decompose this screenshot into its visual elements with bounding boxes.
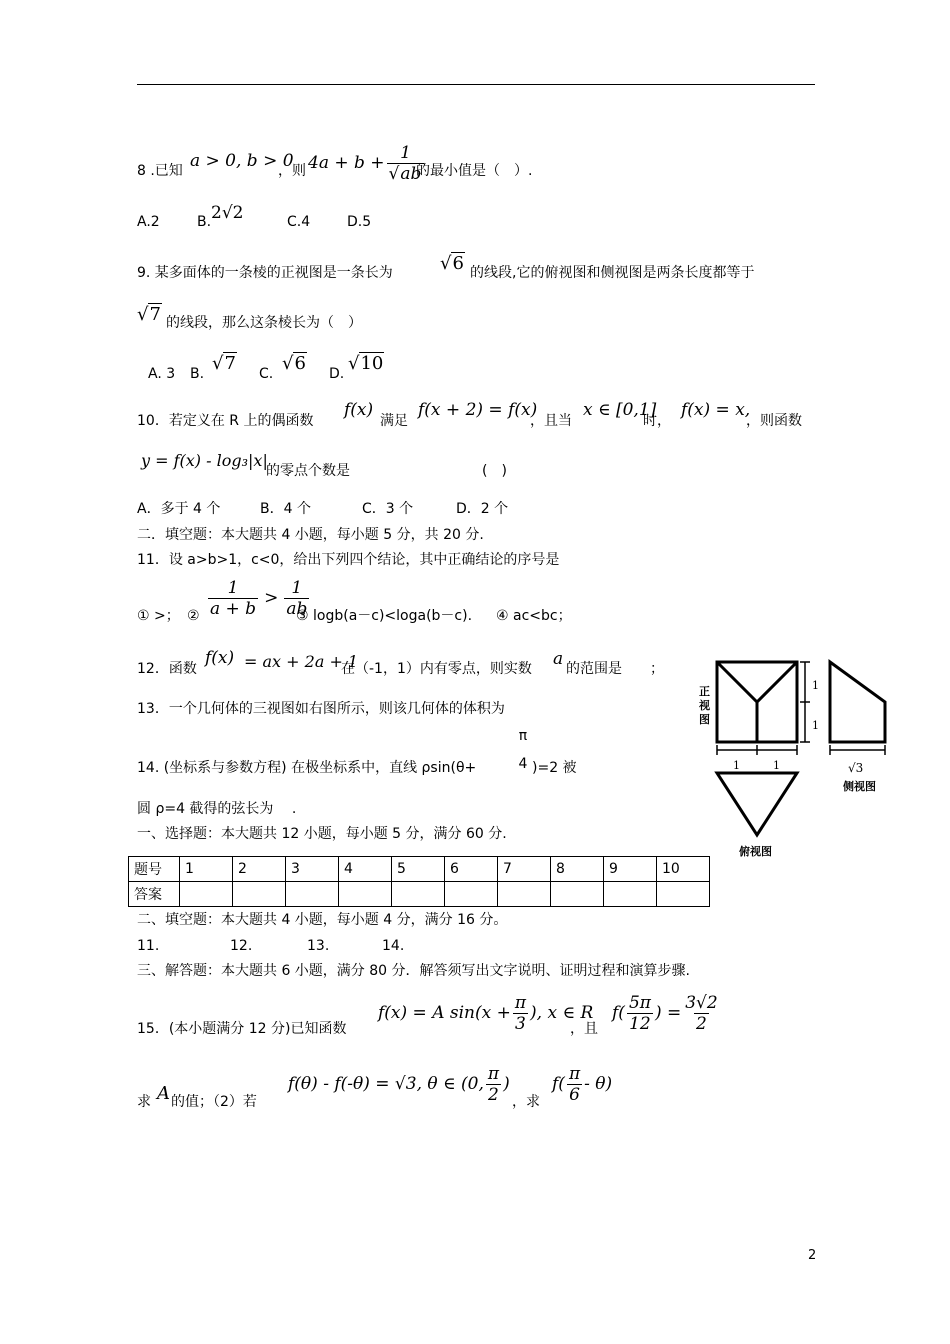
q11-frac2-den: ab xyxy=(286,598,308,619)
q15-result xyxy=(683,993,719,1034)
q14-frac xyxy=(516,727,530,773)
dim-w2: 1 xyxy=(773,759,780,772)
q15-b: ，且 xyxy=(570,1021,598,1037)
q15-pi2 xyxy=(486,1064,501,1105)
q15-cond-2: 2 xyxy=(488,1084,499,1105)
q8-expr-lead: 4a + b + xyxy=(308,153,385,173)
q9-opt-d-val: √10 xyxy=(348,353,384,374)
answer-cell[interactable] xyxy=(233,882,286,907)
q15-5pi: 5π xyxy=(628,992,651,1013)
q15-given-lead: f( xyxy=(612,1003,625,1023)
q13-text: 13．一个几何体的三视图如右图所示，则该几何体的体积为 xyxy=(137,701,505,717)
page-number: 2 xyxy=(808,1248,817,1263)
q15-line2-b: 的值；（2）若 xyxy=(171,1094,257,1110)
q9-sqrt7-rad: 7 xyxy=(149,304,161,325)
q15-cond-tail: ) xyxy=(503,1074,510,1094)
q9-sqrt6-rad: 6 xyxy=(452,253,464,274)
answer-cell[interactable] xyxy=(339,882,392,907)
answer-cell[interactable] xyxy=(604,882,657,907)
q15-a: 15．(本小题满分 12 分)已知函数 xyxy=(137,1021,347,1037)
q15-cond-lead: f(θ) - f(-θ) = √3, θ ∈ (0, xyxy=(288,1074,484,1094)
q9-opt-b-val: √7 xyxy=(212,353,236,374)
q9-opt-d: D. xyxy=(329,366,345,382)
q10-fx: f(x) xyxy=(344,400,374,420)
front-view-v xyxy=(717,662,797,702)
q15-result-den: 2 xyxy=(696,1013,707,1034)
q9-line2: 的线段，那么这条棱长为（ ） xyxy=(166,315,362,331)
table-cell: 1 xyxy=(180,857,233,882)
side-view-label: 侧视图 xyxy=(843,780,876,793)
q9-sqrt6: √6 xyxy=(440,253,464,274)
side-view-shape xyxy=(830,662,885,742)
q15-fx xyxy=(378,990,593,1036)
q8-frac-num: 1 xyxy=(400,142,411,163)
q9-opt-a: A. 3 xyxy=(148,366,176,382)
q10-opt-d: D．2 个 xyxy=(456,501,509,517)
q11-item1: ① >； xyxy=(137,608,180,624)
answer-cell[interactable] xyxy=(392,882,445,907)
q15-ask xyxy=(552,1061,612,1107)
q11-text: 11．设 a>b>1，c<0，给出下列四个结论，其中正确结论的序号是 xyxy=(137,552,560,568)
q10-c: ，且当 xyxy=(530,413,572,429)
table-cell-head: 题号 xyxy=(129,857,180,882)
table-cell: 4 xyxy=(339,857,392,882)
q15-given xyxy=(612,990,722,1036)
q12-a: 12．函数 xyxy=(137,661,197,677)
section-2-fill: 二．填空题：本大题共 4 小题，每小题 5 分，共 20 分. xyxy=(137,527,484,543)
q9-opt-d-rad: 10 xyxy=(360,353,384,374)
q8-opt-a: A.2 xyxy=(137,214,160,230)
q10-e: ，则函数 xyxy=(746,413,802,429)
q15-fx-tail: ), x ∈ R xyxy=(530,1003,594,1023)
q14-frac-den: 4 xyxy=(518,756,528,772)
q12-b: 在（-1，1）内有零点，则实数 xyxy=(341,661,532,677)
q8-expr xyxy=(308,140,426,186)
q14-a: 14. (坐标系与参数方程) 在极坐标系中，直线 ρsin(θ+ xyxy=(137,760,477,776)
q15-A: A xyxy=(157,1083,170,1104)
section-2-answer: 二、填空题：本大题共 4 小题，每小题 4 分，满分 16 分。 xyxy=(137,912,508,928)
dim-sqrt3: √3 xyxy=(848,761,864,775)
answer-cell[interactable] xyxy=(286,882,339,907)
q9-opt-c: C. xyxy=(259,366,274,382)
answer-cell[interactable] xyxy=(498,882,551,907)
q8-opt-d: D.5 xyxy=(347,214,372,230)
q10-f: 的零点个数是 xyxy=(266,463,350,479)
q10-y: y = f(x) - log₃|x| xyxy=(141,451,268,470)
q9-opt-b: B. xyxy=(190,366,205,382)
q11-item3: ③ logb(a－c)<loga(b－c). xyxy=(296,608,473,624)
q15-three: 3 xyxy=(515,1013,526,1034)
top-view-triangle xyxy=(717,773,797,835)
q15-ask-6: 6 xyxy=(569,1084,580,1105)
q9-opt-c-rad: 6 xyxy=(294,353,306,374)
q12-eq: = ax + 2a + 1 xyxy=(244,652,359,671)
q9-opt-b-rad: 7 xyxy=(224,353,236,374)
dim-1a: 1 xyxy=(812,679,819,692)
table-row-answers xyxy=(129,882,710,907)
table-row-numbers xyxy=(129,857,710,882)
q15-ask-tail: - θ) xyxy=(584,1074,613,1094)
q8-suffix: 的最小值是（ ）. xyxy=(416,163,533,179)
q15-pi3 xyxy=(513,993,528,1034)
q15-ask-lead: f( xyxy=(552,1074,565,1094)
fill-12: 12. xyxy=(230,938,253,954)
q11-frac1-num: 1 xyxy=(227,577,239,598)
q8-prefix: 8 .已知 xyxy=(137,163,183,179)
q10-opt-c: C．3 个 xyxy=(362,501,414,517)
q10-dom: x ∈ [0,1] xyxy=(583,400,657,420)
q15-5pi12 xyxy=(627,993,653,1034)
q11-frac1 xyxy=(208,578,258,619)
q10-eq: f(x + 2) = f(x) xyxy=(418,400,538,420)
fill-11: 11. xyxy=(137,938,160,954)
answer-cell[interactable] xyxy=(180,882,233,907)
q12-c: 的范围是 ； xyxy=(566,661,664,677)
three-view-figure xyxy=(695,655,900,865)
q8-cond: a > 0, b > 0 xyxy=(190,151,294,171)
q8-frac-den-rad: ab xyxy=(400,163,422,184)
table-cell-answer-head: 答案 xyxy=(129,882,180,907)
front-view-label-3: 图 xyxy=(699,713,710,726)
q10-a: 10．若定义在 R 上的偶函数 xyxy=(137,413,314,429)
q15-ask-pi: π xyxy=(568,1063,581,1084)
q15-cond-pi: π xyxy=(487,1063,500,1084)
q8-opt-c: C.4 xyxy=(287,214,311,230)
q15-cond xyxy=(288,1061,510,1107)
q10-fxx: f(x) = x, xyxy=(681,400,751,420)
q15-given-mid: ) = xyxy=(654,1003,682,1023)
q9-opt-c-val: √6 xyxy=(282,353,306,374)
q11-frac1-den: a + b xyxy=(210,598,257,619)
table-cell: 8 xyxy=(551,857,604,882)
q10-paren: ( ) xyxy=(482,463,507,479)
q9-line1-a: 9. 某多面体的一条棱的正视图是一条长为 xyxy=(137,265,393,281)
q11-frac2-num: 1 xyxy=(291,577,303,598)
q9-line1-b: 的线段,它的俯视图和侧视图是两条长度都等于 xyxy=(470,265,755,281)
q15-fx-lead: f(x) = A sin(x + xyxy=(378,1003,511,1023)
fill-13: 13. xyxy=(307,938,330,954)
header-rule xyxy=(137,84,815,85)
dim-1b: 1 xyxy=(812,719,819,732)
section-1-answer: 一、选择题：本大题共 12 小题，每小题 5 分，满分 60 分. xyxy=(137,826,507,842)
q10-d: 时， xyxy=(643,413,671,429)
answer-cell[interactable] xyxy=(551,882,604,907)
table-cell: 7 xyxy=(498,857,551,882)
q15-12: 12 xyxy=(629,1013,651,1034)
fill-14: 14. xyxy=(382,938,405,954)
table-cell: 9 xyxy=(604,857,657,882)
top-view-label: 俯视图 xyxy=(739,845,772,858)
q11-item4: ④ ac<bc； xyxy=(496,608,572,624)
q12-var: a xyxy=(553,649,564,669)
q15-line2-c: ，求 xyxy=(512,1094,540,1110)
q8-frac-den: √ab xyxy=(387,163,425,184)
q8-then: ，则 xyxy=(278,163,306,179)
q10-opt-a: A．多于 4 个 xyxy=(137,501,221,517)
q8-opt-b-value: 2√2 xyxy=(211,203,244,223)
q15-line2-a: 求 xyxy=(137,1094,151,1110)
q11-gt: > xyxy=(264,588,279,608)
q15-pi: π xyxy=(514,992,527,1013)
table-cell: 5 xyxy=(392,857,445,882)
q12-fx: f(x) xyxy=(205,648,235,668)
front-view-label-2: 视 xyxy=(699,699,710,712)
section-3: 三、解答题：本大题共 6 小题，满分 80 分．解答须写出文字说明、证明过程和演算步骤. xyxy=(137,963,690,979)
answer-cell[interactable] xyxy=(445,882,498,907)
q10-b: 满足 xyxy=(380,413,408,429)
dim-w1: 1 xyxy=(733,759,740,772)
q10-opt-b: B．4 个 xyxy=(260,501,311,517)
q14-b: )=2 被 xyxy=(532,760,577,776)
table-cell: 10 xyxy=(657,857,710,882)
front-view-label-1: 正 xyxy=(699,685,710,698)
q8-opt-b: B. xyxy=(197,214,212,230)
q11-item2: ② xyxy=(187,608,200,624)
q15-pi6 xyxy=(567,1064,582,1105)
answer-table xyxy=(128,856,710,907)
table-cell: 2 xyxy=(233,857,286,882)
q14-frac-num: π xyxy=(518,728,528,744)
q15-result-num: 3√2 xyxy=(685,992,718,1013)
table-cell: 3 xyxy=(286,857,339,882)
q14-line2: 圆 ρ=4 截得的弦长为 . xyxy=(137,801,297,817)
table-cell: 6 xyxy=(445,857,498,882)
answer-cell[interactable] xyxy=(657,882,710,907)
q9-sqrt7: √7 xyxy=(137,304,161,325)
